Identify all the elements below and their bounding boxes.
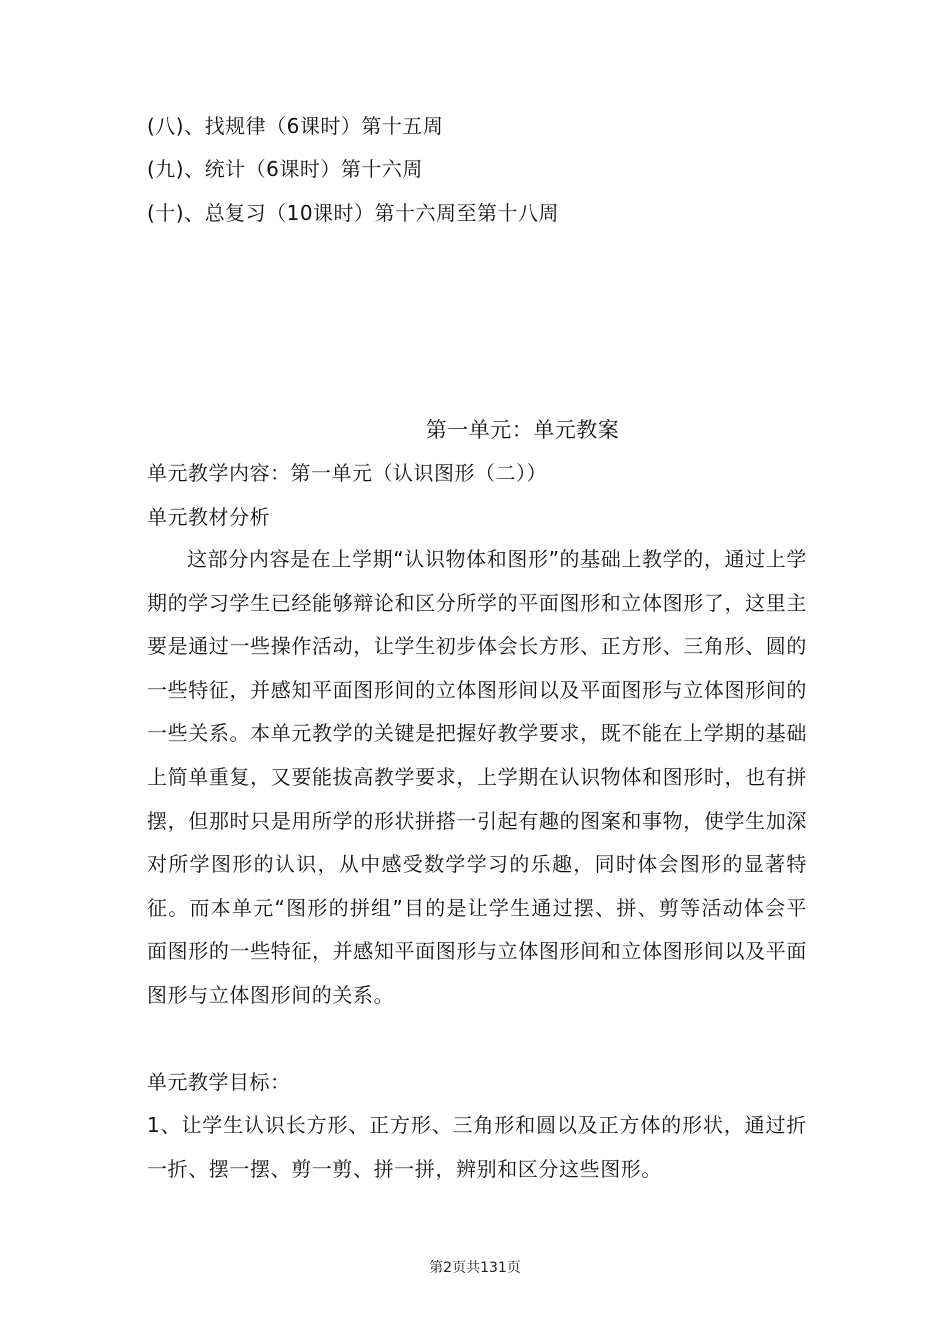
analysis-body: 这部分内容是在上学期“认识物体和图形”的基础上教学的，通过上学期的学习学生已经能够辩论和区分所学的平面图形和立体图形了，这里主要是通过一些操作活动，让学生初步体会长方形、正方形、三角形、圆的一些特征，并感知平面图形间的立体图形间以及平面图形与立体图形间的一些关系。本单元教学的关键是把握好教学要求，既不能在上学期的基础上简单重复，又要能拔高教学要求，上学期在认识物体和图形时，也有拼摆，但那时只是用所学的形状拼搭一引起有趣的图案和事物，使学生加深对所学图形的认识，从中感受数学学习的乐趣，同时体会图形的显著特征。而本单元“图形的拼组”目的是让学生通过摆、拼、剪等活动体会平面图形的一些特征，并感知平面图形与立体图形间和立体图形间以及平面图形与立体图形间的关系。 xyxy=(147,547,807,1007)
objectives-title: 单元教学目标： xyxy=(147,1070,291,1094)
teaching-content: 单元教学内容：第一单元（认识图形（二）） xyxy=(147,461,547,485)
objective-1: 1、让学生认识长方形、正方形、三角形和圆以及正方体的形状，通过折一折、摆一摆、剪一剪、拼一拼，辨别和区分这些图形。 xyxy=(147,1113,807,1181)
page-footer: 第2页共131页 xyxy=(429,1260,521,1276)
schedule-item-9: (九)、统计（6课时）第十六周 xyxy=(147,157,423,181)
analysis-title: 单元教材分析 xyxy=(147,505,270,529)
schedule-item-8: (八)、找规律（6课时）第十五周 xyxy=(147,114,444,138)
schedule-item-10: (十)、总复习（10课时）第十六周至第十八周 xyxy=(147,201,560,225)
unit-heading: 第一单元：单元教案 xyxy=(425,418,620,442)
